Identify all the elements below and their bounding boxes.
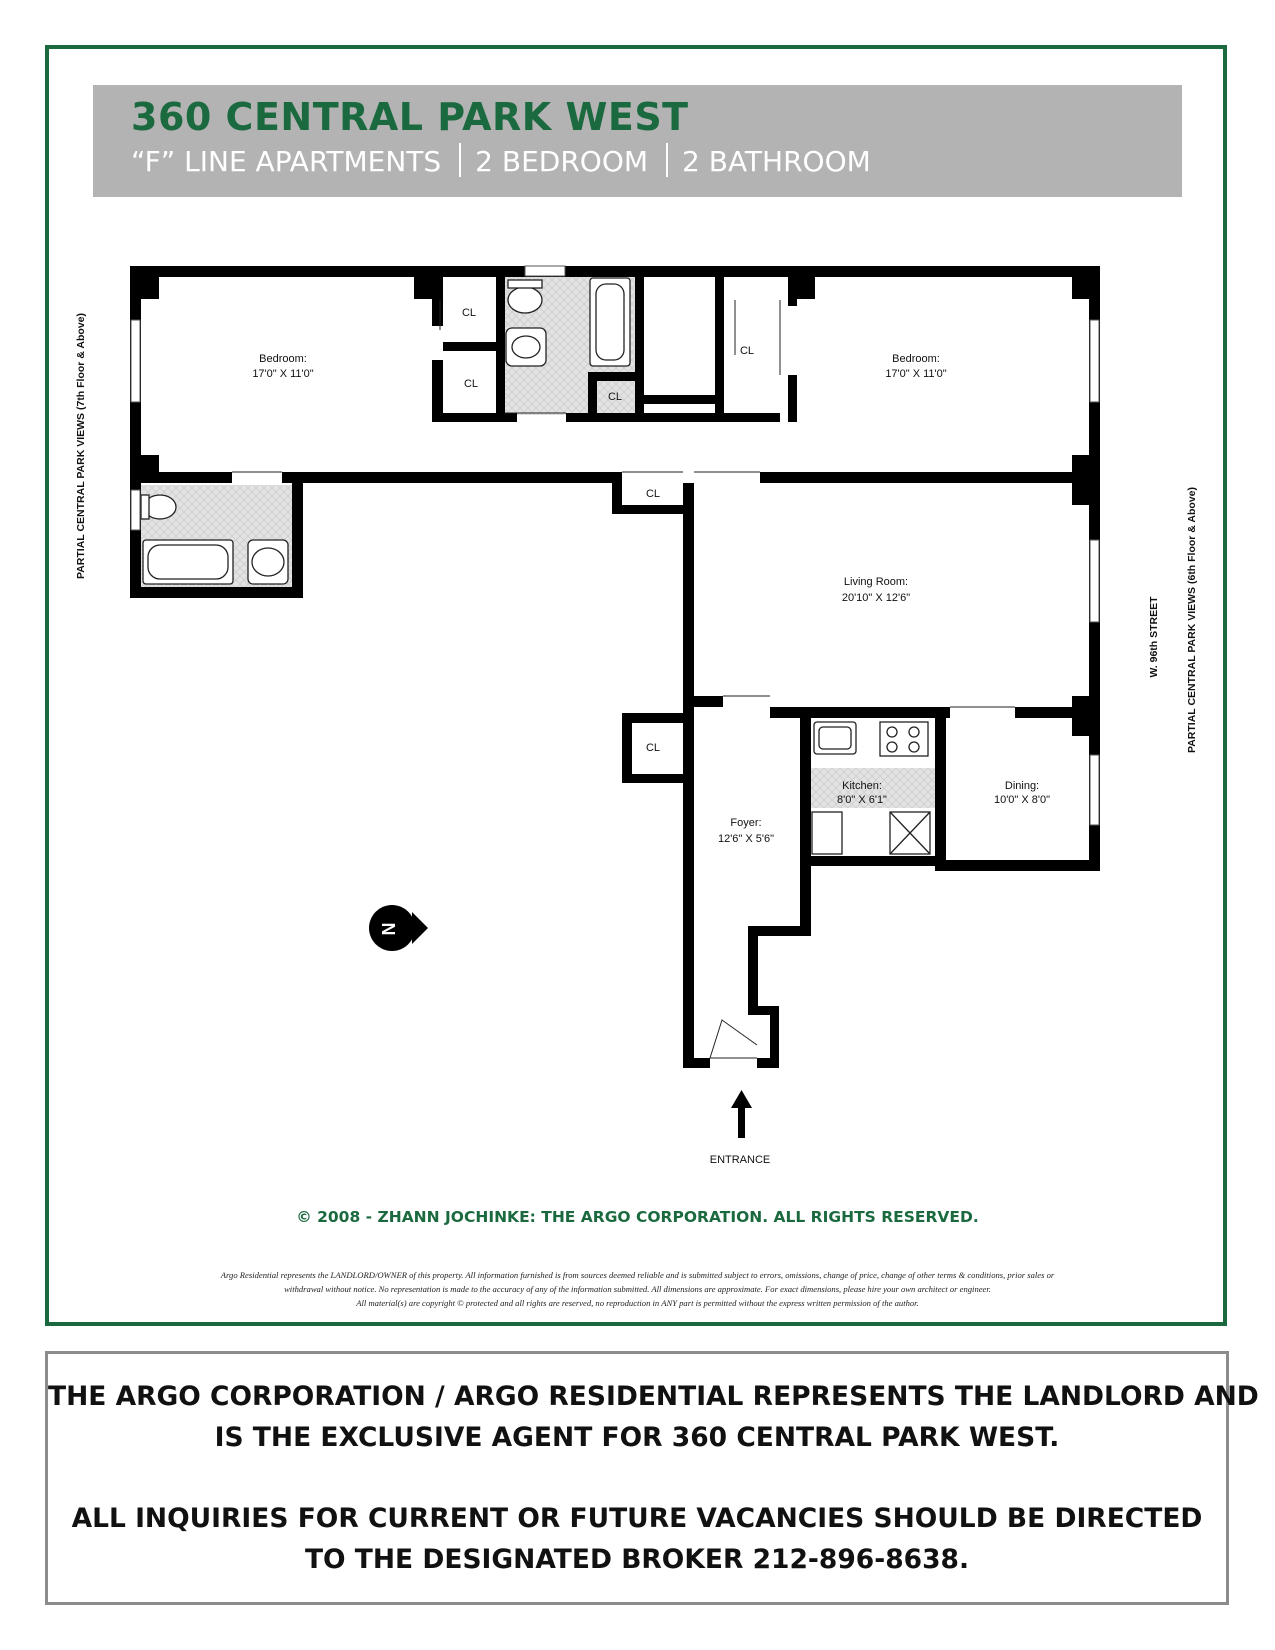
disclaimer-line: All material(s) are copyright © protected and all rights are reserved, no reproduction in ANY part is permitted without the express written permission of the author. [356,1298,919,1308]
bedroom-west-name: Bedroom: [259,353,307,365]
closet-label: CL [461,307,477,319]
dining-size: 10'0" X 8'0" [993,794,1051,806]
notice-line: ALL INQUIRIES FOR CURRENT OR FUTURE VACANCIES SHOULD BE DIRECTED [71,1503,1203,1534]
copyright-notice: © 2008 - ZHANN JOCHINKE: THE ARGO CORPORATION. ALL RIGHTS RESERVED. [296,1208,979,1226]
apartment-line: “F” LINE APARTMENTS [131,145,442,178]
closet-label: CL [463,378,479,390]
compass-letter: N [379,922,399,936]
legal-disclaimer [85,1268,1190,1310]
entrance-arrow-icon [731,1090,752,1138]
compass-icon [369,905,428,951]
disclaimer-line: Argo Residential represents the LANDLORD/OWNER of this property. All information furnished is from sources deemed reliable and is submitted subject to errors, omissions, change of price, change of other terms & conditions, prior sales or [220,1270,1055,1280]
page-title: 360 CENTRAL PARK WEST [131,95,689,139]
bedroom-count: 2 BEDROOM [475,145,649,178]
notice-line: IS THE EXCLUSIVE AGENT FOR 360 CENTRAL PARK WEST. [214,1422,1060,1453]
entrance-label: ENTRANCE [709,1154,771,1166]
closet-label: CL [739,345,755,357]
living-room-size: 20'10" X 12'6" [841,592,911,604]
east-view-label: PARTIAL CENTRAL PARK VIEWS (6th Floor & Above) [1186,486,1198,754]
bedroom-east-name: Bedroom: [892,353,940,365]
bathroom-count: 2 BATHROOM [682,145,871,178]
kitchen-size: 8'0" X 6'1" [837,794,887,806]
notice-line: THE ARGO CORPORATION / ARGO RESIDENTIAL REPRESENTS THE LANDLORD AND [48,1381,1259,1412]
disclaimer-line: withdrawal without notice. No representation is made to the accuracy of any of the information submitted. All dimensions are approximate. For exact dimensions, please hire your own architect or engineer. [284,1284,991,1294]
closet-label: CL [607,391,623,403]
dining-name: Dining: [1004,780,1040,792]
living-room-name: Living Room: [843,576,909,588]
closet-label: CL [645,742,661,754]
notice-line: TO THE DESIGNATED BROKER 212-896-8638. [304,1544,970,1575]
west-view-label: PARTIAL CENTRAL PARK VIEWS (7th Floor & Above) [75,312,87,580]
closet-label: CL [645,488,661,500]
bedroom-west-size: 17'0" X 11'0" [252,368,314,380]
room-labels [252,307,1050,1166]
bedroom-east-size: 17'0" X 11'0" [885,368,947,380]
agent-notice-box [45,1351,1259,1605]
street-label: W. 96th STREET [1148,596,1160,678]
kitchen-name: Kitchen: [842,780,882,792]
foyer-size: 12'6" X 5'6" [717,833,775,845]
foyer-name: Foyer: [730,817,762,829]
